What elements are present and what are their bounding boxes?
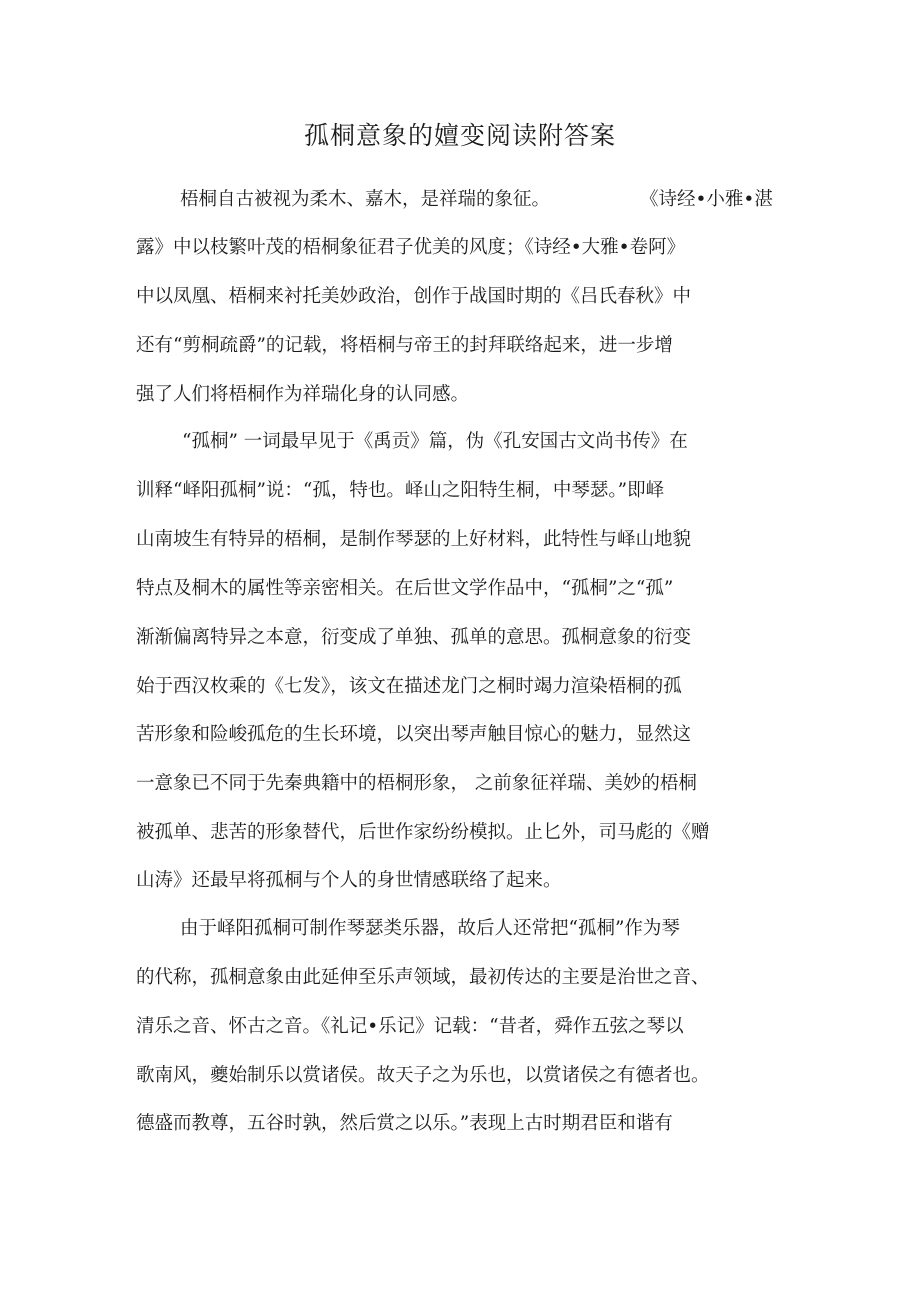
paragraph-1-line-5: 强了人们将梧桐作为祥瑞化身的认同感。: [136, 384, 470, 405]
paragraph-2-line-3: 山南坡生有特异的梧桐，是制作琴瑟的上好材料，此特性与峄山地貌: [136, 529, 692, 550]
paragraph-1-line-4: 还有“剪桐疏爵”的记载，将梧桐与帝王的封拜联络起来，进一步增: [136, 335, 673, 356]
page-title: 孤桐意象的嬗变阅读附答案: [303, 121, 616, 150]
paragraph-2-line-2: 训释“峄阳孤桐”说：“孤，特也。峄山之阳特生桐，中琴瑟。”即峄: [136, 480, 665, 501]
paragraph-1-line-1-continued: 《诗经•小雅•湛: [640, 189, 773, 210]
paragraph-2-line-5: 渐渐偏离特异之本意，衍变成了单独、孤单的意思。孤桐意象的衍变: [136, 627, 692, 648]
paragraph-2-line-9: 被孤单、悲苦的形象替代，后世作家纷纷模拟。止匕外，司马彪的《赠: [136, 822, 710, 843]
paragraph-2-line-4: 特点及桐木的属性等亲密相关。在后世文学作品中，“孤桐”之“孤”: [136, 578, 674, 599]
paragraph-2-line-7: 苦形象和险峻孤危的生长环境，以突出琴声触目惊心的魅力，显然这: [136, 724, 692, 745]
paragraph-3-line-1: 由于峄阳孤桐可制作琴瑟类乐器，故后人还常把“孤桐”作为琴: [180, 918, 680, 939]
paragraph-2-line-10: 山涛》还最早将孤桐与个人的身世情感联络了起来。: [136, 870, 562, 891]
paragraph-3-line-3: 清乐之音、怀古之音。《礼记•乐记》记载：“昔者，舜作五弦之琴以: [136, 1016, 684, 1037]
paragraph-2-line-8: 一意象已不同于先秦典籍中的梧桐形象， 之前象征祥瑞、美妙的梧桐: [136, 773, 697, 794]
paragraph-1-line-3: 中以凤凰、梧桐来衬托美妙政治，创作于战国时期的《吕氏春秋》中: [136, 286, 692, 307]
paragraph-1-line-2: 露》中以枝繁叶茂的梧桐象征君子优美的风度；《诗经•大雅•卷阿》: [136, 237, 686, 258]
paragraph-2-line-6: 始于西汉枚乘的《七发》，该文在描述龙门之桐时竭力渲染梧桐的孤: [136, 676, 682, 697]
paragraph-3-line-4: 歌南风，夔始制乐以赏诸侯。故天子之为乐也，以赏诸侯之有德者也。: [136, 1065, 710, 1086]
paragraph-2-line-1: “孤桐” 一词最早见于《禹贡》篇，伪《孔安国古文尚书传》在: [182, 431, 688, 452]
paragraph-3-line-2: 的代称，孤桐意象由此延伸至乐声领域，最初传达的主要是治世之音、: [136, 967, 710, 988]
paragraph-1-line-1: 梧桐自古被视为柔木、嘉木，是祥瑞的象征。: [180, 189, 551, 210]
paragraph-3-line-5: 德盛而教尊，五谷时孰，然后赏之以乐。”表现上古时期君臣和谐有: [136, 1113, 673, 1134]
